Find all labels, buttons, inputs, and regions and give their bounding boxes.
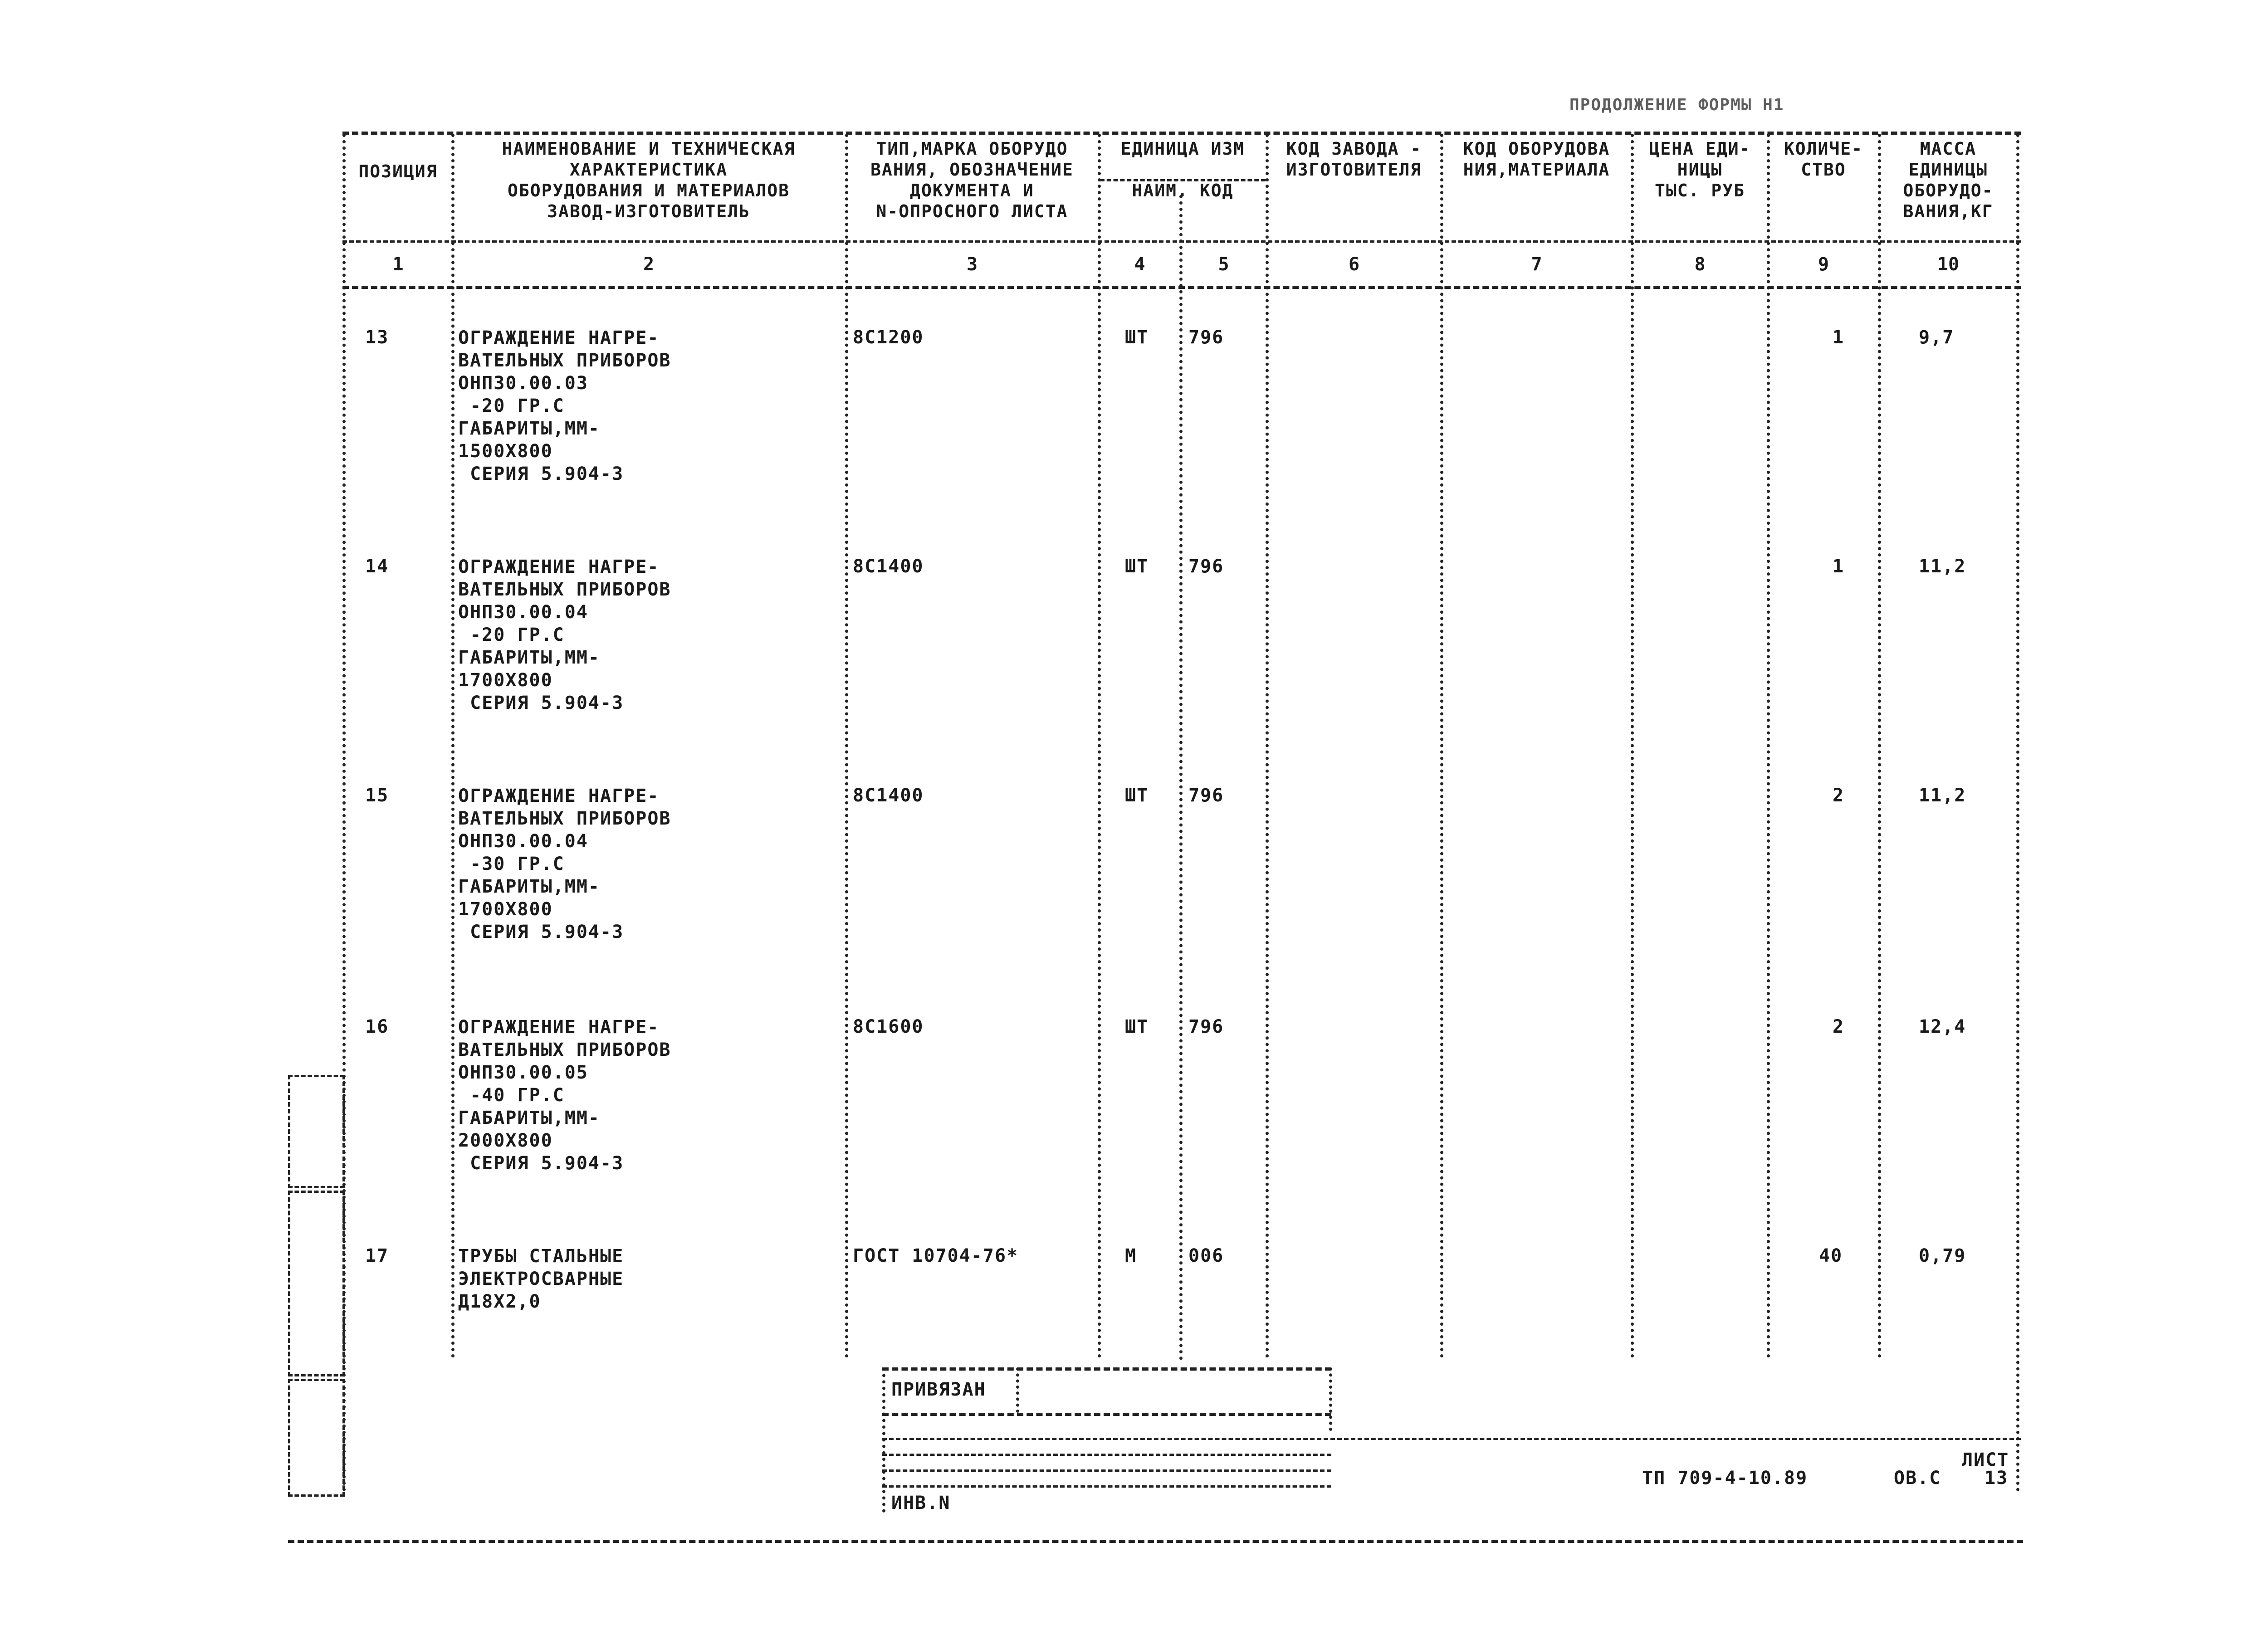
row-unit-code: 796 [1188,1016,1224,1037]
row-unit: ШТ [1125,785,1149,806]
row-position: 14 [365,556,389,577]
row-type: 8С1600 [853,1016,924,1037]
footer-line [882,1438,2021,1440]
header-unit-divider [1100,179,1266,181]
row-type: 8С1200 [853,327,924,348]
col-sep-5 [1266,134,1269,1358]
col-sep-2 [845,134,848,1358]
col-sep-8 [1767,134,1770,1358]
row-position: 15 [365,785,389,806]
row-unit: ШТ [1125,327,1149,348]
colnum-5: 5 [1218,254,1229,275]
col-sep-3 [1098,134,1101,1358]
col-sep-9 [1878,134,1881,1358]
row-mass: 11,2 [1919,785,1966,806]
row-position: 17 [365,1245,389,1266]
row-position: 16 [365,1016,389,1037]
row-quantity: 1 [1833,556,1845,577]
header-name: НАИМЕНОВАНИЕ И ТЕХНИЧЕСКАЯ ХАРАКТЕРИСТИКА ОБОРУДОВАНИЯ И МАТЕРИАЛОВ ЗАВОД-ИЗГОТОВИТЕЛЬ [502,139,796,221]
table-bottom-border [288,1540,2023,1543]
colnum-10: 10 [1937,254,1960,275]
header-quantity: КОЛИЧЕ- СТВО [1784,139,1863,180]
row-quantity: 40 [1819,1245,1843,1266]
col-sep-6 [1440,134,1443,1358]
row-description: ОГРАЖДЕНИЕ НАГРЕ- ВАТЕЛЬНЫХ ПРИБОРОВ ОНП30.00.03 -20 ГР.С ГАБАРИТЫ,ММ- 1500Х800 СЕРИЯ 5.904-3 [458,327,671,484]
row-description: ОГРАЖДЕНИЕ НАГРЕ- ВАТЕЛЬНЫХ ПРИБОРОВ ОНП30.00.04 -30 ГР.С ГАБАРИТЫ,ММ- 1700Х800 СЕРИЯ 5.904-3 [458,786,671,942]
footer-block-mid [882,1413,1331,1416]
colnum-8: 8 [1694,254,1706,275]
colnum-9: 9 [1818,254,1829,275]
header-equipment-code: КОД ОБОРУДОВА НИЯ,МАТЕРИАЛА [1463,139,1610,180]
footer-line [882,1469,1331,1472]
continuation-note: ПРОДОЛЖЕНИЕ ФОРМЫ Н1 [1569,96,1784,114]
row-type: 8С1400 [853,556,924,577]
row-unit-code: 796 [1188,327,1224,348]
row-type: ГОСТ 10704-76* [853,1245,1019,1266]
footer-sep [1016,1367,1019,1413]
footer-sep [882,1367,885,1513]
row-quantity: 2 [1833,1016,1845,1037]
album-code: ОВ.С [1894,1468,1941,1489]
header-position: ПОЗИЦИЯ [358,161,438,181]
colnum-1: 1 [392,254,404,275]
sheet-label: ЛИСТ [1962,1450,2009,1470]
row-unit: ШТ [1125,1016,1149,1037]
header-factory-code: КОД ЗАВОДА - ИЗГОТОВИТЕЛЯ [1286,139,1422,180]
privyazan-label: ПРИВЯЗАН [891,1379,986,1400]
inventory-label: ИНВ.N [891,1493,951,1513]
col-sep-10 [2016,134,2019,1492]
row-mass: 0,79 [1919,1245,1966,1266]
colnum-2: 2 [643,254,655,275]
col-sep-7 [1631,134,1634,1358]
header-mass: МАССА ЕДИНИЦЫ ОБОРУДО- ВАНИЯ,КГ [1903,139,1994,221]
row-unit: М [1125,1245,1137,1266]
footer-line [882,1485,1331,1488]
margin-stamp-box [288,1191,345,1376]
row-description: ТРУБЫ СТАЛЬНЫЕ ЭЛЕКТРОСВАРНЫЕ Д18Х2,0 [458,1246,624,1312]
row-description: ОГРАЖДЕНИЕ НАГРЕ- ВАТЕЛЬНЫХ ПРИБОРОВ ОНП30.00.05 -40 ГР.С ГАБАРИТЫ,ММ- 2000Х800 СЕРИЯ 5.904-3 [458,1017,671,1174]
footer-block-top [882,1367,1331,1371]
header-unit: ЕДИНИЦА ИЗМ НАИМ. КОД [1120,139,1245,200]
sheet-number: 13 [1984,1468,2009,1489]
row-mass: 9,7 [1919,327,1955,348]
colnum-6: 6 [1348,254,1360,275]
row-quantity: 1 [1833,327,1845,348]
colnum-7: 7 [1531,254,1542,275]
col-sep-4 [1179,195,1183,1361]
header-type: ТИП,МАРКА ОБОРУДО ВАНИЯ, ОБОЗНАЧЕНИЕ ДОКУМЕНТА И N-ОПРОСНОГО ЛИСТА [870,139,1074,221]
row-mass: 11,2 [1919,556,1966,577]
col-sep-1 [451,134,455,1358]
row-description: ОГРАЖДЕНИЕ НАГРЕ- ВАТЕЛЬНЫХ ПРИБОРОВ ОНП30.00.04 -20 ГР.С ГАБАРИТЫ,ММ- 1700Х800 СЕРИЯ 5.904-3 [458,556,671,713]
row-mass: 12,4 [1919,1016,1966,1037]
row-type: 8С1400 [853,785,924,806]
document-code: ТП 709-4-10.89 [1642,1468,1808,1489]
row-unit-code: 006 [1188,1245,1224,1266]
colnum-3: 3 [966,254,978,275]
footer-line [882,1454,1331,1456]
margin-stamp-box [288,1379,345,1497]
header-price: ЦЕНА ЕДИ- НИЦЫ ТЫС. РУБ [1649,139,1751,200]
row-unit: ШТ [1125,556,1149,577]
margin-stamp-box [288,1075,345,1188]
colnum-4: 4 [1134,254,1145,275]
row-quantity: 2 [1833,785,1845,806]
footer-sep [1329,1367,1332,1431]
row-unit-code: 796 [1188,785,1224,806]
row-unit-code: 796 [1188,556,1224,577]
row-position: 13 [365,327,389,348]
